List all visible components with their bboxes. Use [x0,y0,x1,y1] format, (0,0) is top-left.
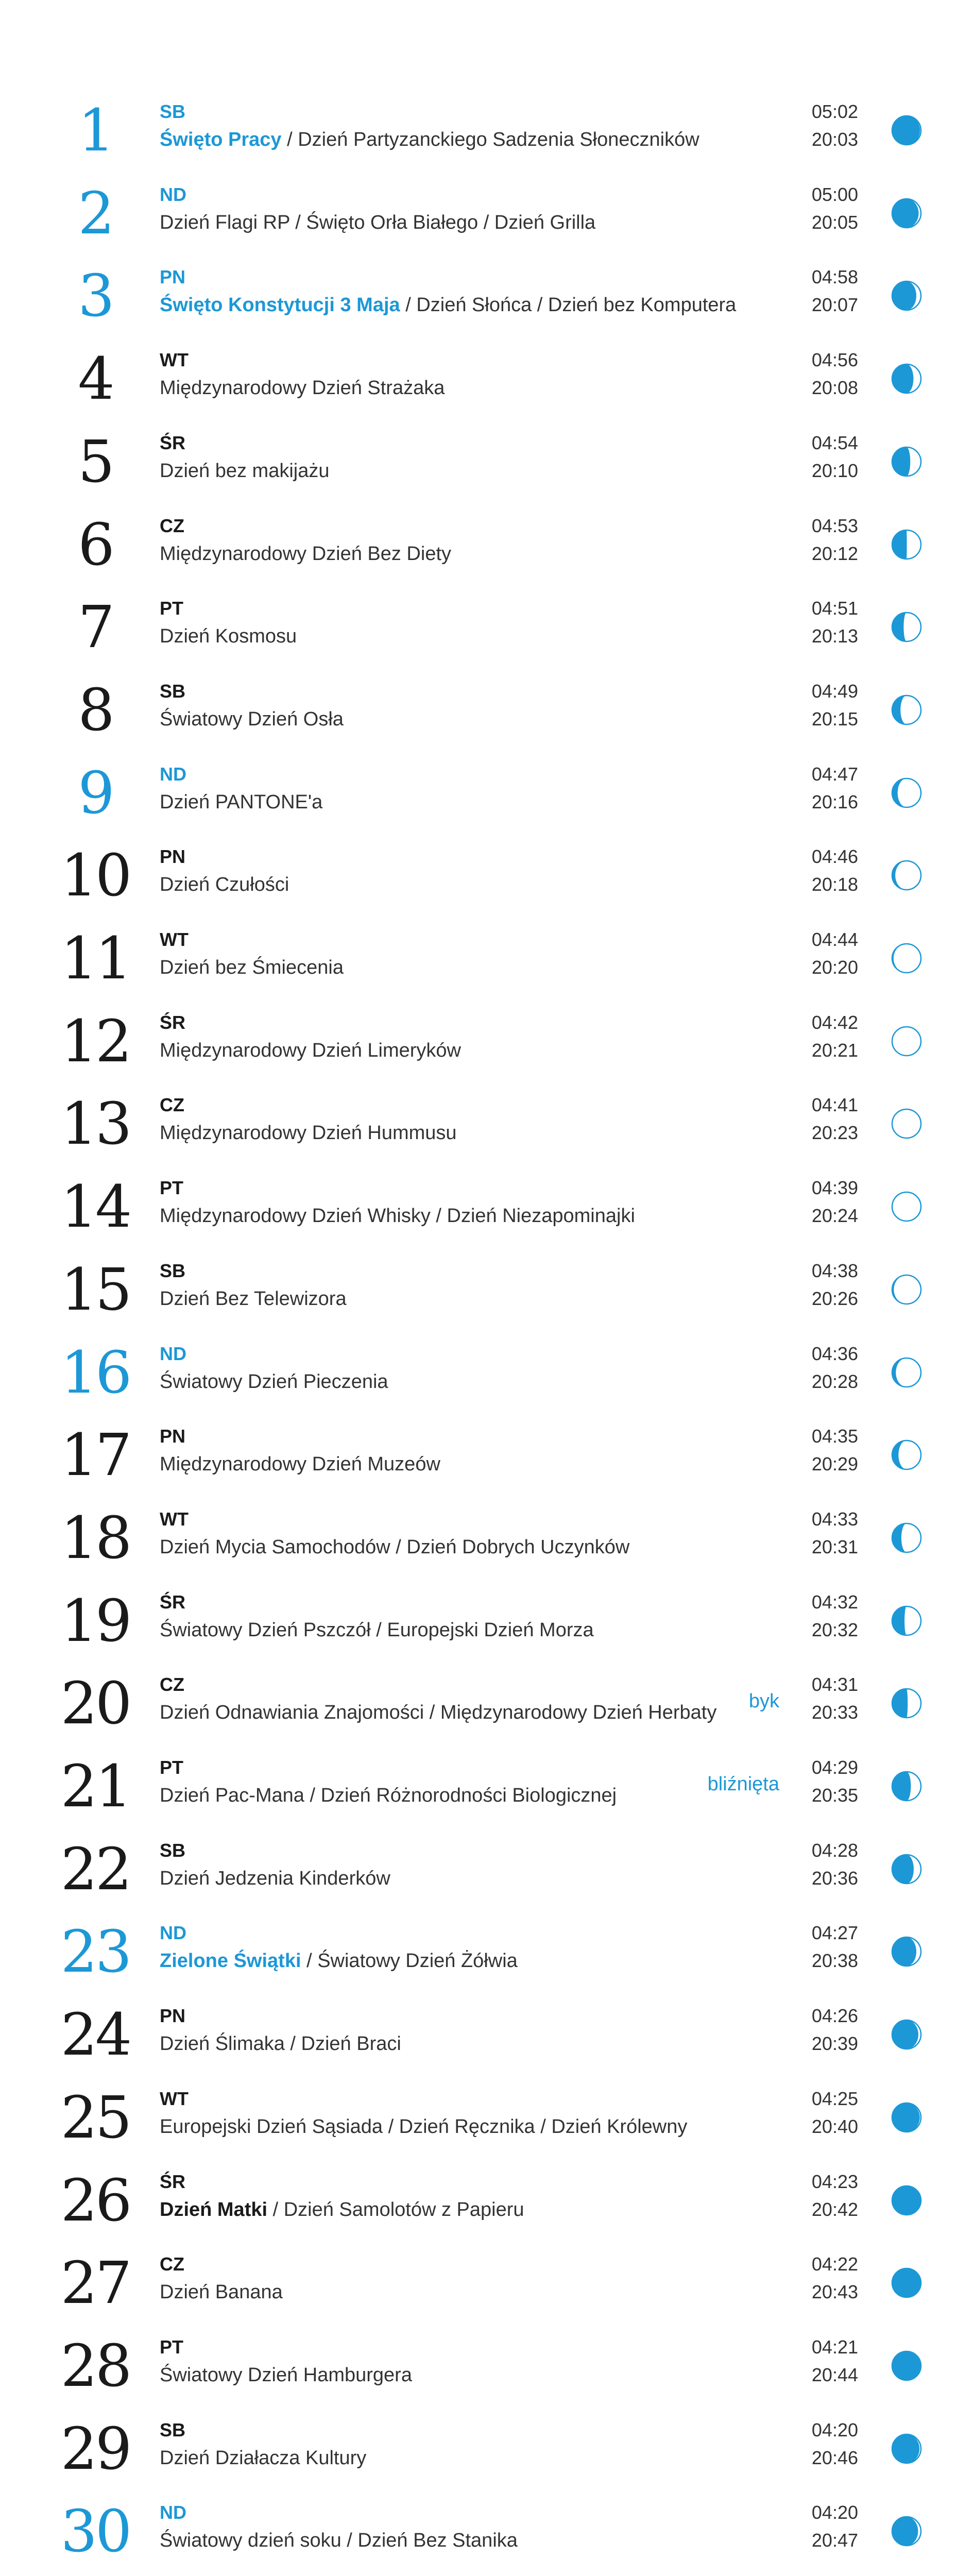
occasion-text: Międzynarodowy Dzień Whisky / Dzień Niezapominajki [160,1205,635,1227]
sunset-time: 20:13 [811,625,858,647]
occasion-text: Światowy Dzień Osła [160,708,344,730]
moon-phase-icon [890,1024,924,1058]
day-occasions [160,874,289,896]
day-occasions [160,1702,716,1724]
sunset-time: 20:35 [811,1785,858,1806]
day-row [0,677,974,760]
sunrise-time: 04:58 [811,266,858,288]
zodiac-sign: bliźnięta [707,1773,779,1795]
weekday-abbr: CZ [160,515,184,536]
holiday-name: Święto Konstytucji 3 Maja [160,294,400,316]
sunrise-time: 04:56 [811,349,858,371]
day-row [0,1422,974,1505]
sunrise-time: 04:23 [811,2171,858,2192]
occasion-text: / Dzień Partyzanckiego Sadzenia Słoneczników [281,129,699,150]
day-number: 15 [60,1256,130,1324]
day-occasions [160,957,344,979]
sunset-time: 20:47 [811,2530,858,2551]
moon-phase-icon [890,858,924,892]
day-number: 19 [60,1587,130,1655]
day-occasions [160,2447,366,2469]
weekday-abbr: ND [160,1343,186,1364]
sunset-time: 20:07 [811,294,858,316]
sunrise-time: 04:31 [811,1674,858,1696]
day-row [0,760,974,843]
day-row [0,263,974,346]
occasion-text: Dzień Banana [160,2281,283,2303]
sunset-time: 20:44 [811,2364,858,2385]
sunrise-time: 04:36 [811,1343,858,1364]
weekday-abbr: ND [160,1922,186,1944]
day-occasions [160,625,297,648]
day-number: 4 [78,346,113,413]
moon-phase-icon [890,610,924,644]
sunset-time: 20:33 [811,1702,858,1723]
day-row [0,2499,974,2576]
sunset-time: 20:21 [811,1039,858,1061]
weekday-abbr: ND [160,2502,186,2523]
weekday-abbr: PN [160,846,186,868]
sunset-time: 20:03 [811,129,858,150]
day-row [0,2333,974,2416]
sunrise-time: 04:22 [811,2253,858,2275]
moon-phase-icon [890,1438,924,1472]
holiday-name: Dzień Matki [160,2198,268,2221]
day-row [0,1754,974,1837]
sunset-time: 20:29 [811,1453,858,1475]
moon-phase-icon [890,1686,924,1720]
moon-phase-icon [890,2018,924,2052]
sunset-time: 20:31 [811,1536,858,1557]
weekday-abbr: WT [160,2088,189,2109]
moon-phase-icon [890,279,924,313]
day-occasions [160,212,595,234]
day-occasions [160,129,699,151]
sunrise-time: 04:44 [811,929,858,950]
weekday-abbr: PT [160,598,184,619]
sunrise-time: 04:26 [811,2005,858,2027]
moon-phase-icon [890,2100,924,2134]
day-occasions [160,2364,412,2386]
day-row [0,2085,974,2168]
day-row [0,346,974,429]
weekday-abbr: SB [160,1839,186,1861]
sunrise-time: 04:33 [811,1508,858,1530]
sunset-time: 20:15 [811,708,858,730]
moon-phase-icon [890,2514,924,2548]
moon-phase-icon [890,528,924,562]
day-number: 17 [60,1422,130,1489]
occasion-text: Dzień Flagi RP / Święto Orła Białego / Dzień Grilla [160,211,596,233]
day-occasions [160,1619,594,1641]
occasion-text: / Dzień Słońca / Dzień bez Komputera [400,294,737,316]
occasion-text: Międzynarodowy Dzień Bez Diety [160,543,452,565]
day-number: 6 [78,511,113,579]
sunrise-time: 04:20 [811,2419,858,2441]
sunrise-time: 04:38 [811,1260,858,1281]
day-row [0,1671,974,1754]
weekday-abbr: PN [160,1426,186,1447]
occasion-text: Światowy Dzień Hamburgera [160,2364,412,2386]
occasion-text: Dzień Jedzenia Kinderków [160,1867,390,1889]
day-occasions [160,1950,518,1972]
day-number: 16 [60,1339,130,1406]
day-occasions [160,2530,518,2552]
day-number: 13 [60,1091,130,1158]
occasion-text: Dzień PANTONE'a [160,791,323,813]
occasion-text: Międzynarodowy Dzień Muzeów [160,1453,440,1476]
sunrise-time: 05:02 [811,101,858,122]
day-number: 20 [60,1670,130,1738]
sunrise-time: 04:28 [811,1839,858,1861]
sunset-time: 20:24 [811,1205,858,1227]
moon-phase-icon [890,445,924,479]
weekday-abbr: ND [160,183,186,205]
sunset-time: 20:40 [811,2115,858,2137]
day-number: 5 [78,428,113,496]
sunrise-time: 04:46 [811,846,858,868]
day-number: 10 [60,842,130,910]
weekday-abbr: SB [160,101,186,122]
day-occasions [160,294,736,316]
moon-phase-icon [890,1355,924,1389]
moon-phase-icon [890,1273,924,1307]
weekday-abbr: WT [160,1508,189,1530]
sunset-time: 20:16 [811,791,858,812]
occasion-text: Międzynarodowy Dzień Strażaka [160,377,445,399]
occasion-text: Międzynarodowy Dzień Hummusu [160,1122,457,1144]
day-occasions [160,1122,457,1144]
occasion-text: Dzień Kosmosu [160,625,297,648]
moon-phase-icon [890,196,924,230]
day-row [0,843,974,926]
day-row [0,181,974,264]
day-number: 8 [78,676,113,744]
day-occasions [160,791,322,814]
sunrise-time: 04:27 [811,1922,858,1944]
occasion-text: Dzień Działacza Kultury [160,2447,367,2469]
sunset-time: 20:36 [811,1867,858,1889]
sunrise-time: 04:20 [811,2502,858,2523]
sunset-time: 20:39 [811,2033,858,2055]
day-occasions [160,2116,687,2138]
day-occasions [160,708,344,731]
day-occasions [160,2033,401,2055]
day-row [0,1340,974,1423]
sunrise-time: 04:53 [811,515,858,536]
holiday-name: Święto Pracy [160,129,282,150]
weekday-abbr: ND [160,763,186,785]
day-number: 27 [60,2250,130,2317]
moon-phase-icon [890,776,924,810]
day-number: 30 [60,2498,130,2566]
day-number: 9 [78,759,113,827]
sunrise-time: 04:54 [811,432,858,453]
moon-phase-icon [890,113,924,147]
sunrise-time: 04:35 [811,1426,858,1447]
day-occasions [160,1288,347,1310]
sunset-time: 20:26 [811,1287,858,1309]
day-row [0,1091,974,1174]
weekday-abbr: ŚR [160,2171,186,2192]
day-row [0,2168,974,2251]
occasion-text: Dzień bez makijażu [160,460,330,482]
day-occasions [160,1868,390,1890]
moon-phase-icon [890,1769,924,1803]
moon-phase-icon [890,2432,924,2466]
moon-phase-icon [890,1935,924,1969]
sunset-time: 20:28 [811,1370,858,1392]
day-number: 24 [60,2002,130,2069]
weekday-abbr: PT [160,1757,184,1778]
sunset-time: 20:12 [811,543,858,564]
occasion-text: Dzień Mycia Samochodów / Dzień Dobrych Uczynków [160,1536,630,1558]
moon-phase-icon [890,2183,924,2217]
day-occasions [160,460,329,482]
sunset-time: 20:42 [811,2198,858,2220]
moon-phase-icon [890,1604,924,1638]
weekday-abbr: PT [160,1177,184,1199]
day-occasions [160,2199,524,2221]
sunset-time: 20:20 [811,957,858,978]
sunrise-time: 04:29 [811,1757,858,1778]
day-row [0,1919,974,2002]
day-occasions [160,377,445,399]
sunset-time: 20:18 [811,874,858,895]
occasion-text: Światowy dzień soku / Dzień Bez Stanika [160,2530,518,2552]
day-occasions [160,1453,440,1476]
occasion-text: Międzynarodowy Dzień Limeryków [160,1039,461,1061]
moon-phase-icon [890,1852,924,1886]
weekday-abbr: ŚR [160,1011,186,1033]
day-number: 7 [78,594,113,662]
moon-phase-icon [890,693,924,727]
day-number: 26 [60,2167,130,2234]
occasion-text: / Światowy Dzień Żółwia [301,1950,518,1972]
day-row [0,1174,974,1257]
sunset-time: 20:10 [811,460,858,481]
day-occasions [160,1536,629,1558]
occasion-text: Europejski Dzień Sąsiada / Dzień Ręcznika / Dzień Królewny [160,2115,688,2138]
occasion-text: Światowy Dzień Pszczół / Europejski Dzień Morza [160,1619,594,1641]
day-number: 11 [60,925,130,992]
weekday-abbr: ŚR [160,1591,186,1613]
day-row [0,1837,974,1920]
weekday-abbr: PN [160,2005,186,2027]
day-number: 18 [60,1504,130,1572]
day-number: 28 [60,2332,130,2400]
day-number: 1 [78,97,113,164]
sunrise-time: 04:49 [811,680,858,702]
day-row [0,595,974,677]
weekday-abbr: PN [160,266,186,288]
weekday-abbr: CZ [160,2253,184,2275]
moon-phase-icon [890,941,924,975]
day-row [0,926,974,1009]
day-occasions [160,1371,388,1393]
occasion-text: Światowy Dzień Pieczenia [160,1370,388,1393]
day-number: 12 [60,1008,130,1075]
day-number: 23 [60,1919,130,1986]
weekday-abbr: WT [160,349,189,371]
weekday-abbr: SB [160,1260,186,1281]
occasion-text: Dzień Odnawiania Znajomości / Międzynarodowy Dzień Herbaty [160,1702,717,1724]
weekday-abbr: WT [160,929,189,950]
day-row [0,98,974,181]
occasion-text: Dzień Pac-Mana / Dzień Różnorodności Biologicznej [160,1785,617,1806]
day-number: 3 [78,263,113,330]
day-occasions [160,1205,635,1227]
day-row [0,429,974,512]
moon-phase-icon [890,1107,924,1141]
sunrise-time: 04:39 [811,1177,858,1199]
sunrise-time: 04:42 [811,1011,858,1033]
moon-phase-icon [890,2349,924,2383]
sunrise-time: 04:21 [811,2336,858,2358]
sunrise-time: 04:25 [811,2088,858,2109]
day-row [0,2416,974,2499]
weekday-abbr: CZ [160,1674,184,1696]
sunset-time: 20:23 [811,1122,858,1144]
sunrise-time: 04:32 [811,1591,858,1613]
weekday-abbr: SB [160,680,186,702]
day-number: 22 [60,1836,130,1903]
day-number: 14 [60,1174,130,1241]
weekday-abbr: ŚR [160,432,186,453]
day-row [0,1257,974,1340]
day-row [0,2250,974,2333]
day-row [0,1588,974,1671]
weekday-abbr: PT [160,2336,184,2358]
sunrise-time: 04:47 [811,763,858,785]
moon-phase-icon [890,1190,924,1224]
occasion-text: Dzień Ślimaka / Dzień Braci [160,2033,401,2055]
occasion-text: Dzień Czułości [160,874,289,896]
moon-phase-icon [890,2266,924,2300]
holiday-name: Zielone Świątki [160,1950,301,1972]
sunrise-time: 04:51 [811,598,858,619]
sunset-time: 20:46 [811,2447,858,2468]
zodiac-sign: byk [748,1690,779,1713]
day-row [0,512,974,595]
occasion-text: Dzień bez Śmiecenia [160,957,344,978]
day-row [0,1009,974,1092]
day-occasions [160,2281,283,2303]
occasion-text: Dzień Bez Telewizora [160,1287,347,1310]
sunset-time: 20:38 [811,1950,858,1972]
day-number: 2 [78,180,113,247]
day-number: 25 [60,2084,130,2151]
moon-phase-icon [890,1521,924,1555]
weekday-abbr: CZ [160,1094,184,1116]
sunrise-time: 04:41 [811,1094,858,1116]
sunset-time: 20:32 [811,1619,858,1640]
sunset-time: 20:43 [811,2281,858,2303]
sunset-time: 20:08 [811,377,858,399]
day-row [0,1505,974,1588]
day-occasions [160,543,451,565]
day-number: 29 [60,2415,130,2483]
day-occasions [160,1785,617,1807]
sunset-time: 20:05 [811,211,858,233]
day-row [0,2002,974,2085]
sunrise-time: 05:00 [811,183,858,205]
moon-phase-icon [890,362,924,396]
day-occasions [160,1040,461,1062]
occasion-text: / Dzień Samolotów z Papieru [267,2198,524,2221]
weekday-abbr: SB [160,2419,186,2441]
day-number: 21 [60,1753,130,1820]
